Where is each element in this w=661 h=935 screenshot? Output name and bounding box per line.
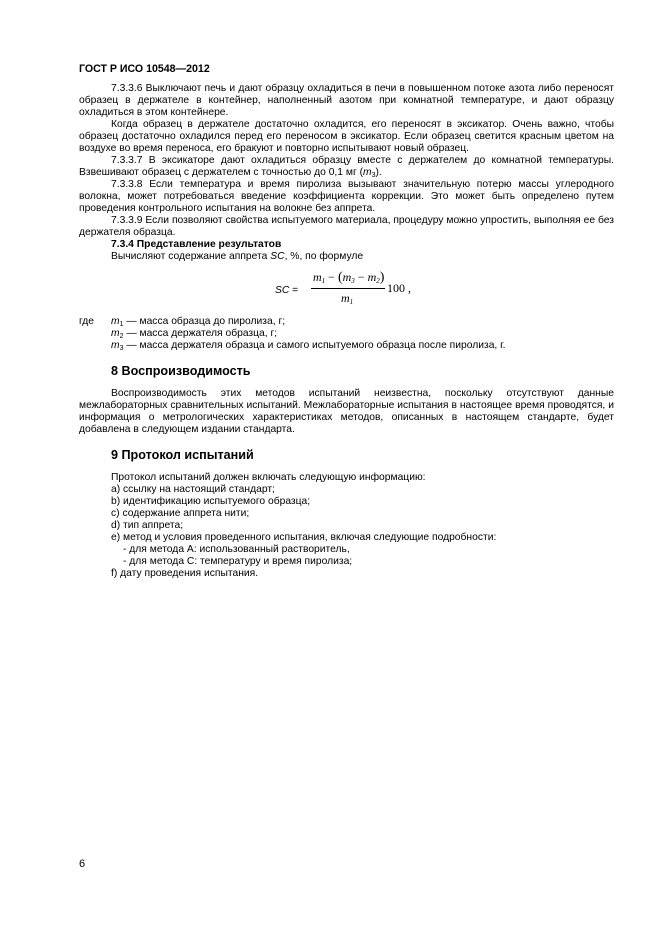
section-8-heading: 8 Воспроизводимость bbox=[111, 364, 251, 378]
page-content bbox=[79, 83, 614, 580]
protocol-list bbox=[79, 472, 614, 580]
subsection-heading: 7.3.4 Представление результатов bbox=[111, 239, 282, 250]
list-item: d) тип аппрета; bbox=[111, 520, 184, 531]
paragraph-cooling: Когда образец в держателе достаточно охладится, его переносят в эксикатор. Очень важно, чтобы образец достаточно охладился перед его переносом в эксикатор. Если образец светится красным цветом на воздухе во время переноса, его бракуют и повторно испытывают новый образец. bbox=[79, 119, 614, 154]
legend-item: $m_2$ — масса держателя образца, г; bbox=[111, 328, 278, 340]
page-number: 6 bbox=[79, 858, 86, 870]
legend-item: $m_1$ — масса образца до пиролиза, г; bbox=[111, 316, 286, 328]
list-subitem: - для метода С: температуру и время пиролиза; bbox=[123, 556, 353, 567]
document-header: ГОСТ Р ИСО 10548—2012 bbox=[79, 63, 210, 75]
formula-denominator: $m_1$ bbox=[341, 291, 354, 306]
paragraph-7-3-3-9: 7.3.3.9 Если позволяют свойства испытуемого материала, процедуру можно упростить, выполняя ее без держателя образца. bbox=[79, 215, 614, 238]
list-item: b) идентификацию испытуемого образца; bbox=[111, 496, 311, 507]
paragraph-7-3-3-8: 7.3.3.8 Если температура и время пиролиза вызывают значительную потерю массы углеродного волокна, может потребоваться введение коэффициента коррекции. Это может быть определено путем проведения контрольного испытания на волокне без аппрета. bbox=[79, 179, 614, 214]
variable-legend bbox=[79, 316, 614, 364]
list-item: е) метод и условия проведенного испытания, включая следующие подробности: bbox=[111, 532, 497, 543]
paragraph-7-3-3-6: 7.3.3.6 Выключают печь и дают образцу охладиться в печи в повышенном потоке азота либо переносят образец в держателе в контейнер, наполненный азотом при комнатной температуре, и дают образцу охладиться в этом контейнере. bbox=[79, 83, 614, 118]
protocol-intro: Протокол испытаний должен включать следующую информацию: bbox=[111, 472, 426, 483]
paragraph-calc: Вычисляют содержание аппрета SC, %, по формуле bbox=[111, 251, 364, 262]
list-item: f) дату проведения испытания. bbox=[111, 568, 259, 579]
where-label: где bbox=[79, 316, 95, 327]
list-subitem: - для метода А: использованный растворитель, bbox=[123, 544, 350, 555]
formula-lhs: SC = bbox=[275, 285, 299, 296]
legend-item: $m_3$ — масса держателя образца и самого испытуемого образца после пиролиза, г. bbox=[111, 340, 506, 352]
section-9-heading: 9 Протокол испытаний bbox=[111, 448, 254, 462]
paragraph-7-3-3-7: 7.3.3.7 В эксикаторе дают охладиться образцу вместе с держателем до комнатной температуры. Взвешивают образец с держателем с точностью до 0,1 мг $(m_3)$. bbox=[79, 155, 614, 179]
fraction-bar bbox=[311, 288, 385, 289]
formula-numerator: $m_1 - (m_3 - m_2)$ bbox=[313, 270, 385, 285]
sc-formula bbox=[79, 268, 614, 312]
list-item: а) ссылку на настоящий стандарт; bbox=[111, 484, 275, 495]
formula-factor: 100 , bbox=[387, 281, 411, 295]
section-8-text: Воспроизводимость этих методов испытаний неизвестна, поскольку отсутствуют данные межлабораторных сравнительных испытаний. Межлабораторные испытания в настоящее время проводятся, и информация о метрологических характеристиках методов, описанных в настоящем стандарте, будет добавлена в следующем издании стандарта. bbox=[79, 388, 614, 435]
list-item: с) содержание аппрета нити; bbox=[111, 508, 250, 519]
